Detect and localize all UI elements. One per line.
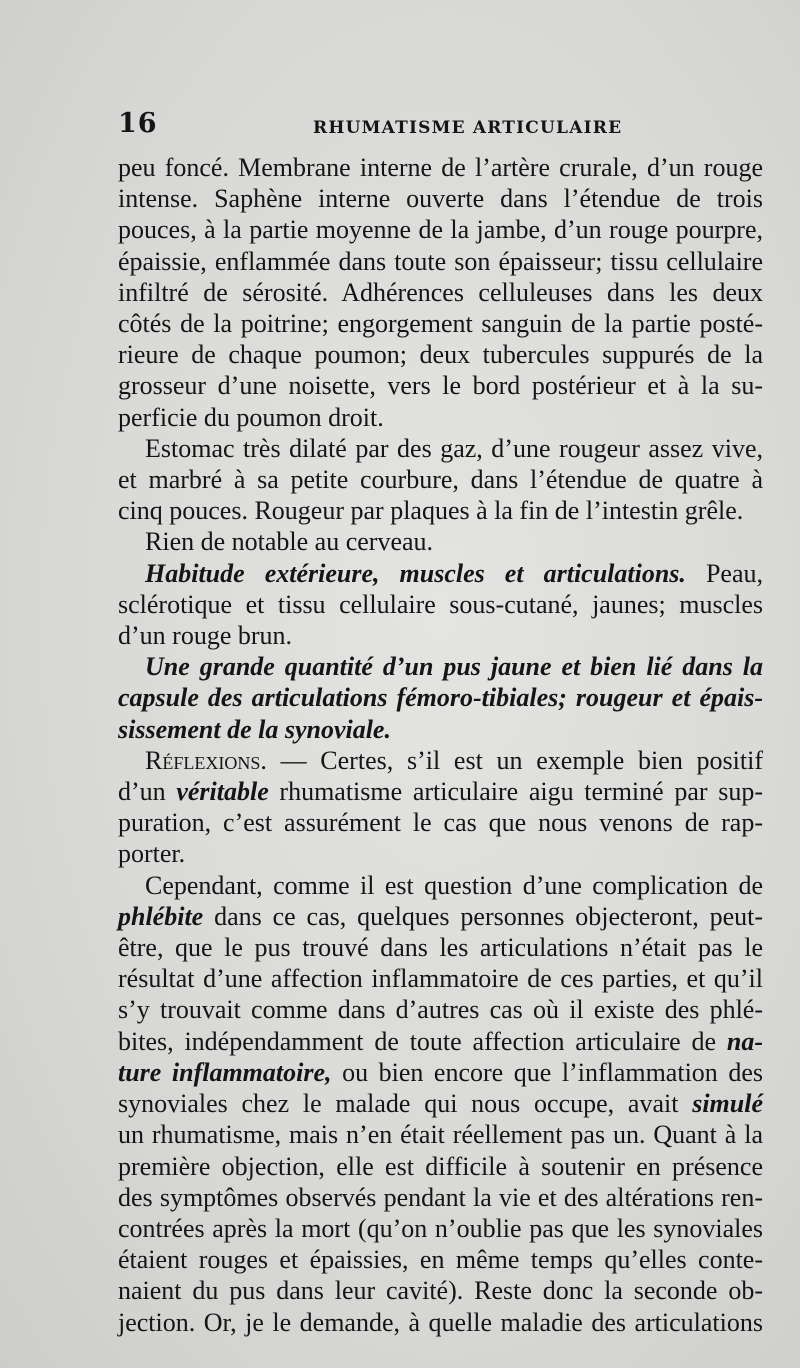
italic-phrase: ture inflammatoire, xyxy=(118,1057,332,1087)
text-span: puration, c’est assurément le cas que nous venons de rap- xyxy=(118,808,763,838)
text-span: perficie du poumon droit. xyxy=(118,402,384,432)
text-line xyxy=(118,1182,763,1213)
text-span: intense. Saphène interne ouverte dans l’étendue de trois xyxy=(118,184,763,214)
text-span: Peau, xyxy=(685,558,763,588)
text-span: porter. xyxy=(118,839,186,869)
italic-phrase: capsule des articulations fémoro-tibiales; rougeur et épais- xyxy=(118,683,763,713)
italic-phrase: simulé xyxy=(692,1089,763,1119)
page-header xyxy=(118,108,763,140)
text-span: première objection, elle est difficile à soutenir en présence xyxy=(118,1151,763,1181)
text-line xyxy=(118,807,763,838)
text-span: rieure de chaque poumon; deux tubercules suppurés de la xyxy=(118,340,763,370)
text-span: un rhumatisme, mais n’en était réellement pas un. Quant à la xyxy=(118,1120,763,1150)
text-line xyxy=(118,1057,763,1088)
text-line xyxy=(118,838,763,869)
text-span: — Certes, s’il est un exemple bien positif xyxy=(266,745,763,775)
text-line xyxy=(118,1088,763,1119)
italic-phrase: na- xyxy=(726,1026,763,1056)
text-span: être, que le pus trouvé dans les articulations n’était pas le xyxy=(118,933,763,963)
italic-phrase: Une grande quantité d’un pus jaune et bien lié dans la xyxy=(145,652,763,682)
text-line xyxy=(118,589,763,620)
text-span: rhumatisme articulaire aigu terminé par sup- xyxy=(268,777,763,807)
text-span: Rien de notable au cerveau. xyxy=(145,527,434,557)
text-line xyxy=(118,402,763,433)
small-caps-heading: Réflexions. xyxy=(145,745,267,775)
text-line xyxy=(118,682,763,713)
text-span: des symptômes observés pendant la vie et des altérations ren- xyxy=(118,1182,763,1212)
text-span: jection. Or, je le demande, à quelle maladie des articulations xyxy=(118,1307,763,1337)
text-line xyxy=(118,1026,763,1057)
text-span: naient du pus dans leur cavité). Reste donc la seconde ob- xyxy=(118,1276,763,1306)
text-span: pouces, à la partie moyenne de la jambe, d’un rouge pourpre, xyxy=(118,215,763,245)
text-span: infiltré de sérosité. Adhérences celluleuses dans les deux xyxy=(118,277,763,307)
text-line xyxy=(118,526,763,557)
text-line xyxy=(118,1151,763,1182)
text-line xyxy=(118,433,763,464)
body-text xyxy=(118,152,763,1338)
text-line xyxy=(118,776,763,807)
text-line xyxy=(118,714,763,745)
text-span: synoviales chez le malade qui nous occupe, avait xyxy=(118,1089,693,1119)
text-line xyxy=(118,932,763,963)
text-line xyxy=(118,1275,763,1306)
text-line xyxy=(118,495,763,526)
text-line xyxy=(118,963,763,994)
text-line xyxy=(118,214,763,245)
text-line xyxy=(118,558,763,589)
page-number: 16 xyxy=(118,108,158,139)
text-line xyxy=(118,1119,763,1150)
text-line xyxy=(118,1244,763,1275)
italic-phrase: véritable xyxy=(176,777,269,807)
text-line xyxy=(118,277,763,308)
text-line xyxy=(118,620,763,651)
text-line xyxy=(118,183,763,214)
text-line xyxy=(118,308,763,339)
text-line xyxy=(118,152,763,183)
text-line xyxy=(118,994,763,1025)
text-span: cinq pouces. Rougeur par plaques à la fin de l’intestin grêle. xyxy=(118,496,744,526)
text-span: Estomac très dilaté par des gaz, d’une rougeur assez vive, xyxy=(145,433,763,463)
text-span: d’un xyxy=(118,777,177,807)
text-line xyxy=(118,339,763,370)
text-span: sclérotique et tissu cellulaire sous-cutané, jaunes; muscles xyxy=(118,589,763,619)
italic-phrase: sissement de la synoviale. xyxy=(118,714,391,744)
text-span: côtés de la poitrine; engorgement sanguin de la partie posté- xyxy=(118,309,763,339)
text-span: d’un rouge brun. xyxy=(118,621,293,651)
text-span: grosseur d’une noisette, vers le bord postérieur et à la su- xyxy=(118,371,763,401)
text-line xyxy=(118,464,763,495)
text-line xyxy=(118,370,763,401)
text-line xyxy=(118,745,763,776)
text-span: dans ce cas, quelques personnes objecteront, peut- xyxy=(203,901,763,931)
text-line xyxy=(118,1213,763,1244)
text-span: et marbré à sa petite courbure, dans l’étendue de quatre à xyxy=(118,465,763,495)
italic-phrase: Habitude extérieure, muscles et articulations. xyxy=(145,558,686,588)
text-span: épaissie, enflammée dans toute son épaisseur; tissu cellulaire xyxy=(118,246,763,276)
text-line xyxy=(118,1307,763,1338)
text-line xyxy=(118,246,763,277)
text-line xyxy=(118,651,763,682)
text-line xyxy=(118,901,763,932)
text-span: ou bien encore que l’inflammation des xyxy=(331,1057,763,1087)
text-span: contrées après la mort (qu’on n’oublie pas que les synoviales xyxy=(118,1213,763,1243)
text-span: résultat d’une affection inflammatoire de ces parties, et qu’il xyxy=(118,964,763,994)
text-span: bites, indépendamment de toute affection articulaire de xyxy=(118,1026,727,1056)
text-span: peu foncé. Membrane interne de l’artère crurale, d’un rouge xyxy=(118,153,763,182)
text-span: s’y trouvait comme dans d’autres cas où il existe des phlé- xyxy=(118,995,763,1025)
text-span: Cependant, comme il est question d’une complication de xyxy=(145,870,763,900)
text-span: étaient rouges et épaissies, en même temps qu’elles conte- xyxy=(118,1245,763,1275)
text-line xyxy=(118,870,763,901)
running-title: RHUMATISME ARTICULAIRE xyxy=(313,118,623,138)
italic-phrase: phlébite xyxy=(118,901,204,931)
